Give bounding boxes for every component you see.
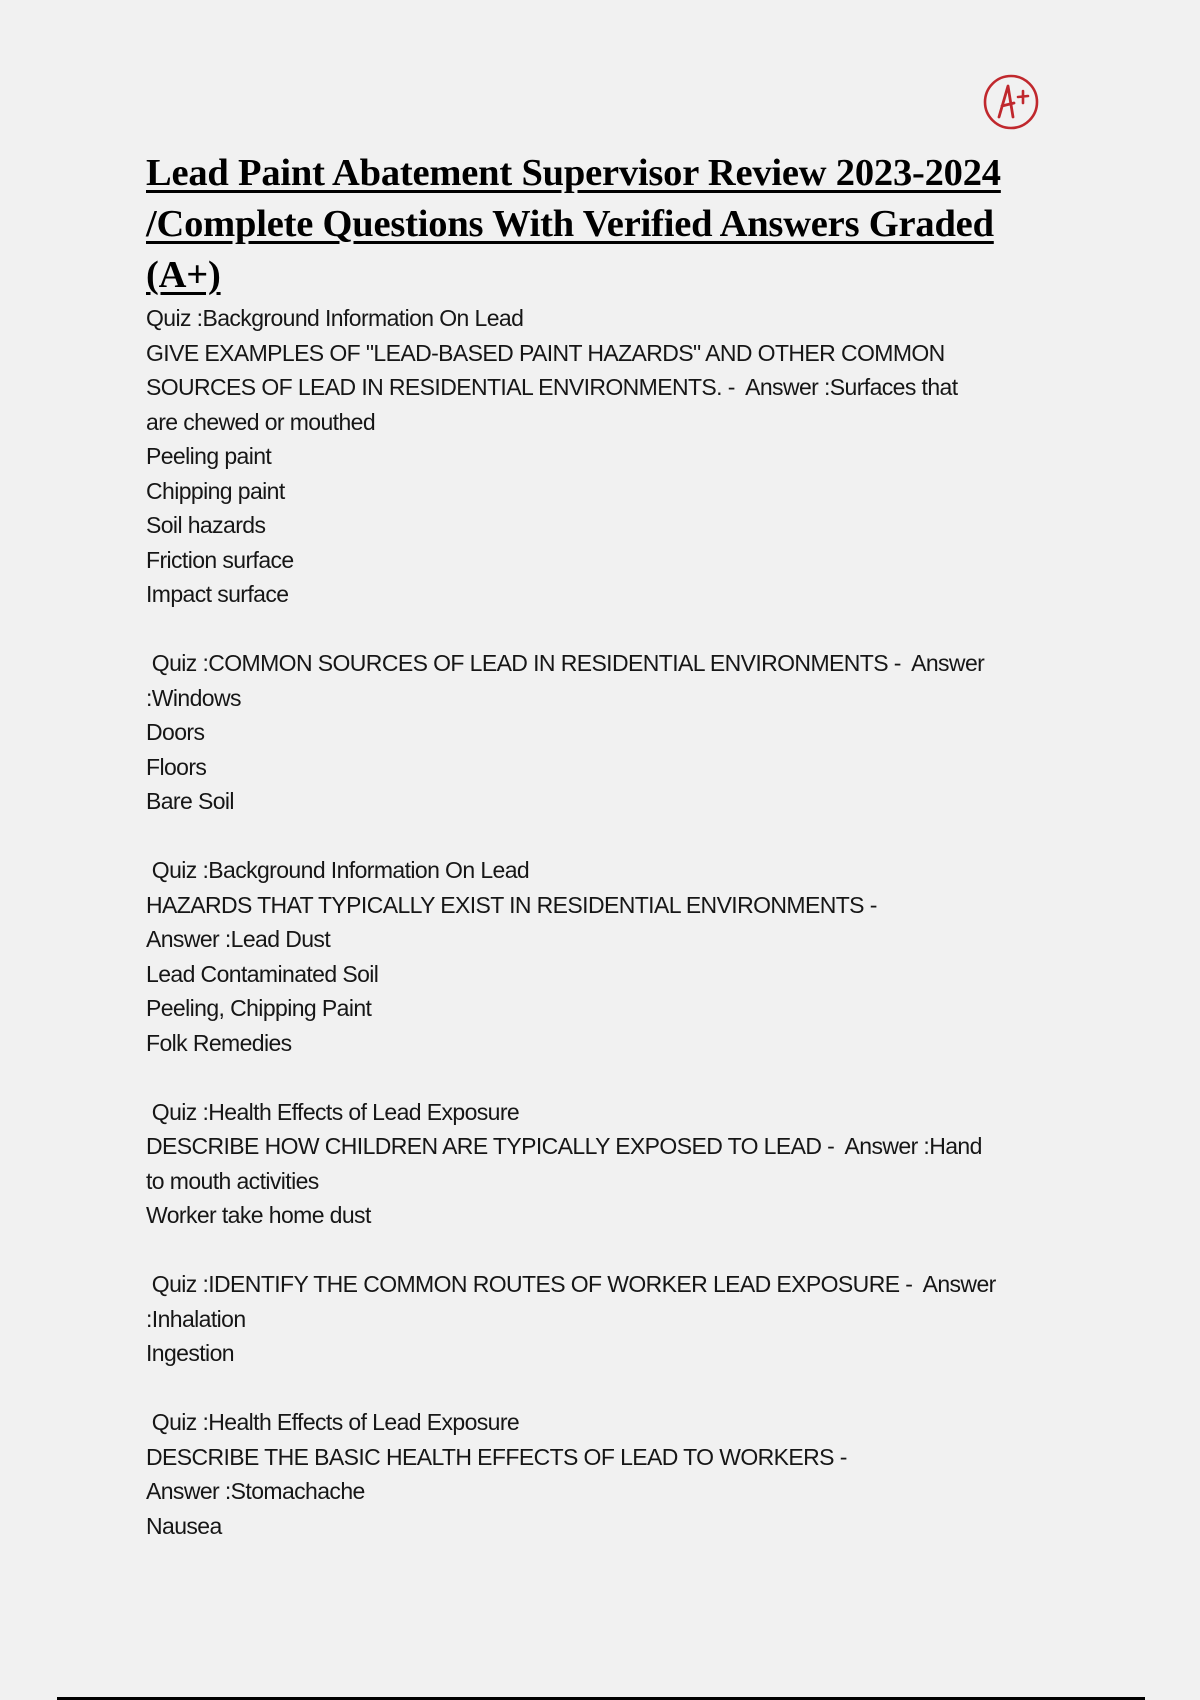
answer-text: are chewed or mouthed bbox=[146, 408, 376, 435]
answer-text: Answer :Stomachache bbox=[146, 1478, 365, 1504]
quiz-heading: Quiz :Background Information On Lead bbox=[146, 305, 524, 331]
a-plus-grade-stamp-icon bbox=[982, 73, 1040, 131]
quiz-heading: Quiz :Health Effects of Lead Exposure bbox=[146, 1409, 520, 1435]
spacer bbox=[146, 1060, 1076, 1095]
question-answer-text: DESCRIBE HOW CHILDREN ARE TYPICALLY EXPOSED TO LEAD - Answer :Hand bbox=[146, 1133, 982, 1159]
answer-text: :Windows bbox=[146, 684, 241, 711]
qa-block bbox=[146, 853, 1076, 1060]
answer-item: Impact surface bbox=[146, 581, 289, 607]
qa-block bbox=[146, 1267, 1076, 1371]
answer-item: Peeling paint bbox=[146, 443, 272, 469]
spacer bbox=[146, 1371, 1076, 1406]
qa-content bbox=[146, 301, 1076, 1543]
answer-item: Chipping paint bbox=[146, 477, 285, 504]
answer-item: Lead Contaminated Soil bbox=[146, 960, 379, 987]
answer-item: Doors bbox=[146, 719, 205, 745]
qa-block bbox=[146, 301, 1076, 612]
spacer bbox=[146, 612, 1076, 647]
question-text: HAZARDS THAT TYPICALLY EXIST IN RESIDENTIAL ENVIRONMENTS - bbox=[146, 891, 877, 918]
answer-item: Soil hazards bbox=[146, 512, 266, 538]
answer-item: Ingestion bbox=[146, 1340, 234, 1366]
qa-block bbox=[146, 1095, 1076, 1233]
answer-item: Bare Soil bbox=[146, 788, 234, 814]
answer-item: Floors bbox=[146, 753, 207, 780]
quiz-heading: Quiz :Background Information On Lead bbox=[146, 857, 530, 883]
answer-item: Friction surface bbox=[146, 546, 294, 573]
answer-item: Peeling, Chipping Paint bbox=[146, 995, 372, 1021]
document-title: Lead Paint Abatement Supervisor Review 2023-2024 /Complete Questions With Verified Answers Graded (A+) bbox=[146, 152, 1001, 296]
quiz-question-heading: Quiz :COMMON SOURCES OF LEAD IN RESIDENTIAL ENVIRONMENTS - Answer bbox=[146, 650, 985, 676]
answer-text: Answer :Lead Dust bbox=[146, 926, 331, 952]
question-text: DESCRIBE THE BASIC HEALTH EFFECTS OF LEAD TO WORKERS - bbox=[146, 1443, 847, 1470]
spacer bbox=[146, 819, 1076, 854]
quiz-heading: Quiz :Health Effects of Lead Exposure bbox=[146, 1098, 520, 1125]
answer-item: Folk Remedies bbox=[146, 1029, 292, 1056]
question-text: GIVE EXAMPLES OF "LEAD-BASED PAINT HAZARDS" AND OTHER COMMON bbox=[146, 339, 945, 366]
answer-text: :Inhalation bbox=[146, 1305, 246, 1332]
answer-item: Nausea bbox=[146, 1512, 222, 1539]
spacer bbox=[146, 1233, 1076, 1268]
answer-text: to mouth activities bbox=[146, 1167, 319, 1194]
question-answer-text: SOURCES OF LEAD IN RESIDENTIAL ENVIRONMENTS. - Answer :Surfaces that bbox=[146, 374, 958, 400]
answer-item: Worker take home dust bbox=[146, 1202, 371, 1228]
qa-block bbox=[146, 646, 1076, 819]
quiz-question-heading: Quiz :IDENTIFY THE COMMON ROUTES OF WORKER LEAD EXPOSURE - Answer bbox=[146, 1271, 996, 1297]
qa-block bbox=[146, 1405, 1076, 1543]
